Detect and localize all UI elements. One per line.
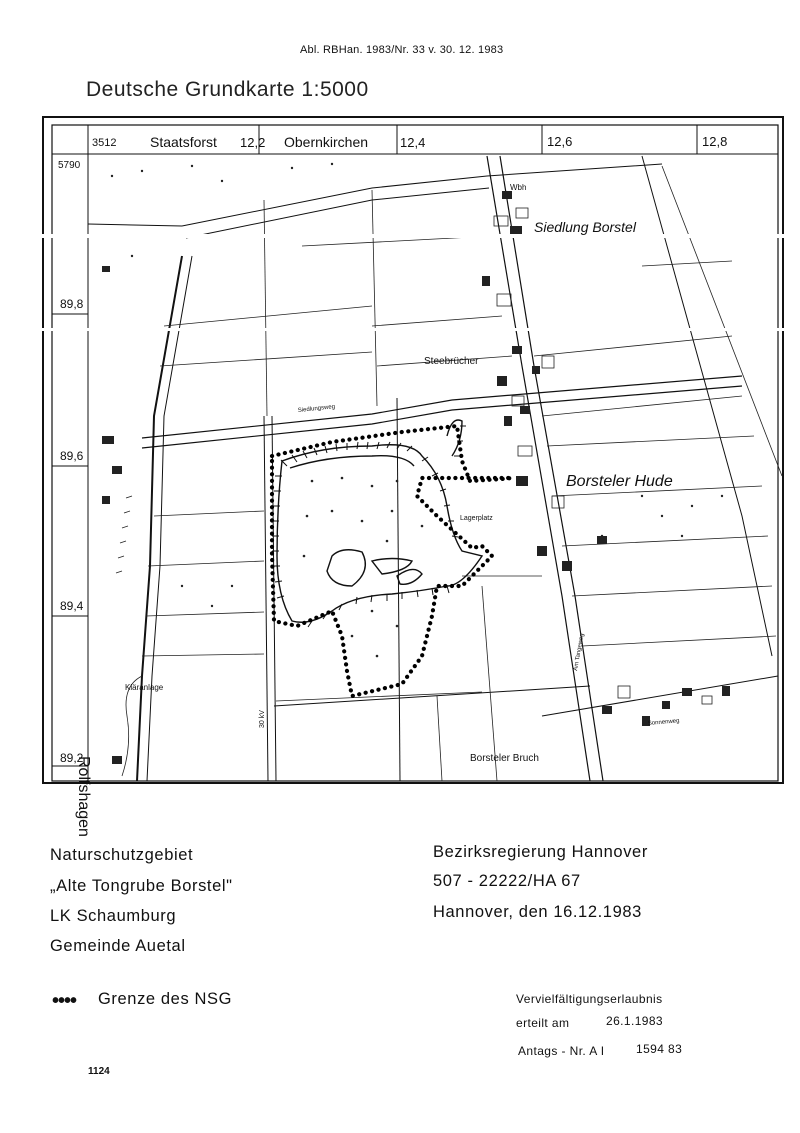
issue-date: Hannover, den 16.12.1983 [433,903,642,921]
label-sonnenweg: Sonnenweg [647,718,680,727]
grid-label-124: 12,4 [400,135,426,150]
topographic-map [42,116,784,837]
nsg-name: „Alte Tongrube Borstel" [50,877,233,895]
label-staatsforst: Staatsforst [150,134,217,150]
grid-label-126: 12,6 [547,134,573,149]
map-title: Deutsche Grundkarte 1:5000 [86,78,369,101]
grid-label-894: 89,4 [60,599,84,613]
label-obernkirchen: Obernkirchen [284,134,369,150]
label-wbh: Wbh [510,183,527,192]
label-borsteler-hude: Borsteler Hude [566,473,673,490]
label-borsteler-bruch: Borsteler Bruch [470,753,539,764]
grid-label-892: 89,2 [60,751,84,765]
label-power-line: 30 kV [259,710,266,728]
label-klaeranlage: Kläranlage [125,683,164,692]
grid-label-122: 12,2 [240,135,266,150]
label-rolfshagen: Rolfshagen [75,756,92,837]
authority: Bezirksregierung Hannover [433,843,648,861]
grid-label-898: 89,8 [60,297,84,311]
grid-label-5790: 5790 [58,160,81,171]
grid-label-128: 12,8 [702,134,728,149]
permission-granted-label: erteilt am [516,1016,570,1030]
legend-boundary-symbol: •••• [52,990,77,1012]
grid-label-896: 89,6 [60,449,84,463]
label-siedlung-borstel: Siedlung Borstel [534,219,636,235]
district: LK Schaumburg [50,907,177,925]
grid-label-3512: 3512 [92,137,117,149]
nsg-type: Naturschutzgebiet [50,846,194,864]
permission-application-label: Antags - Nr. A I [518,1044,605,1058]
label-road-east: Am Tangeweg [573,632,586,672]
header-reference: Abl. RBHan. 1983/Nr. 33 v. 30. 12. 1983 [300,44,504,56]
municipality: Gemeinde Auetal [50,937,186,955]
label-siedlungsweg: Siedlungsweg [297,404,336,414]
file-number: 507 - 22222/HA 67 [433,872,581,890]
label-steebruecher: Steebrücher [424,356,479,367]
permission-granted-date: 26.1.1983 [606,1014,663,1028]
legend-label: Grenze des NSG [98,990,233,1008]
page-number: 1124 [88,1066,110,1077]
label-lagerplatz: Lagerplatz [460,515,493,522]
permission-title: Vervielfältigungserlaubnis [516,992,663,1006]
permission-application-number: 1594 83 [636,1042,683,1056]
